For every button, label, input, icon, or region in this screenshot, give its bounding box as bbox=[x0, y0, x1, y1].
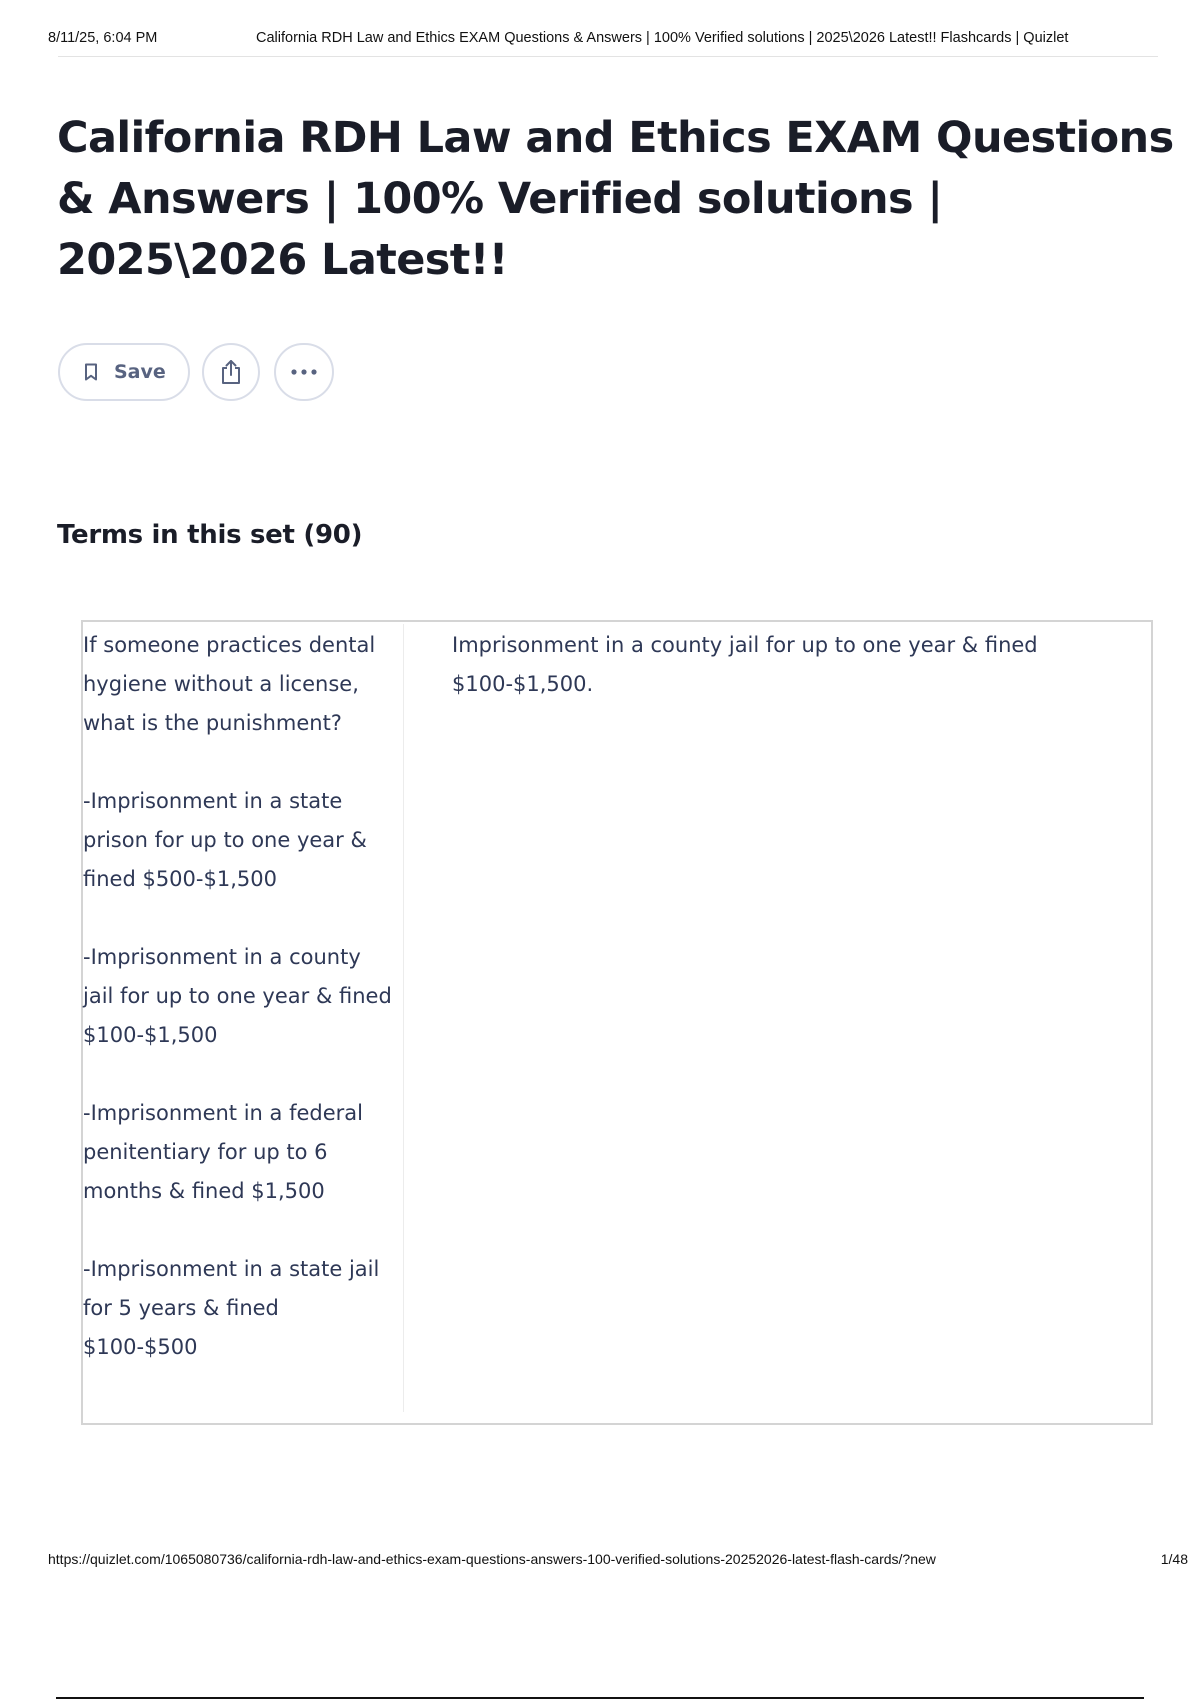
page-title: California RDH Law and Ethics EXAM Questions & Answers | 100% Verified solutions | 2025\2026 Latest!! bbox=[57, 113, 1174, 285]
share-button[interactable] bbox=[202, 343, 260, 401]
bottom-divider bbox=[56, 1697, 1144, 1699]
card-definition: Imprisonment in a county jail for up to one year & fined $100-$1,500. bbox=[452, 633, 1038, 696]
terms-heading: Terms in this set (90) bbox=[57, 520, 363, 550]
print-datetime: 8/11/25, 6:04 PM bbox=[48, 30, 158, 46]
header-divider bbox=[58, 56, 1158, 57]
more-options-button[interactable] bbox=[274, 343, 334, 401]
bookmark-icon bbox=[82, 362, 100, 382]
print-url: https://quizlet.com/1065080736/california-rdh-law-and-ethics-exam-questions-answers-100-verified-solutions-20252026-latest-flash-cards/?new bbox=[48, 1551, 936, 1567]
more-options-icon bbox=[290, 368, 318, 376]
flashcard-row bbox=[81, 620, 1153, 1425]
save-button[interactable] bbox=[58, 343, 190, 401]
share-icon bbox=[218, 358, 244, 386]
print-page-number: 1/48 bbox=[1160, 1551, 1188, 1567]
card-divider bbox=[403, 624, 404, 1412]
card-term: If someone practices dental hygiene without a license, what is the punishment? -Imprisonment in a state prison for up to one year & fined $500-$1,500 -Imprisonment in a county jail for up to one year & fined $100-$1,500 -Imprisonment in a federal penitentiary for up to 6 months & fined $1,500 -Imprisonment in a state jail for 5 years & fined $100-$500 bbox=[83, 633, 392, 1359]
print-page-title: California RDH Law and Ethics EXAM Questions & Answers | 100% Verified solutions | 2025\2026 Latest!! Flashcards | Quizlet bbox=[256, 30, 1069, 46]
save-button-label: Save bbox=[114, 361, 166, 383]
